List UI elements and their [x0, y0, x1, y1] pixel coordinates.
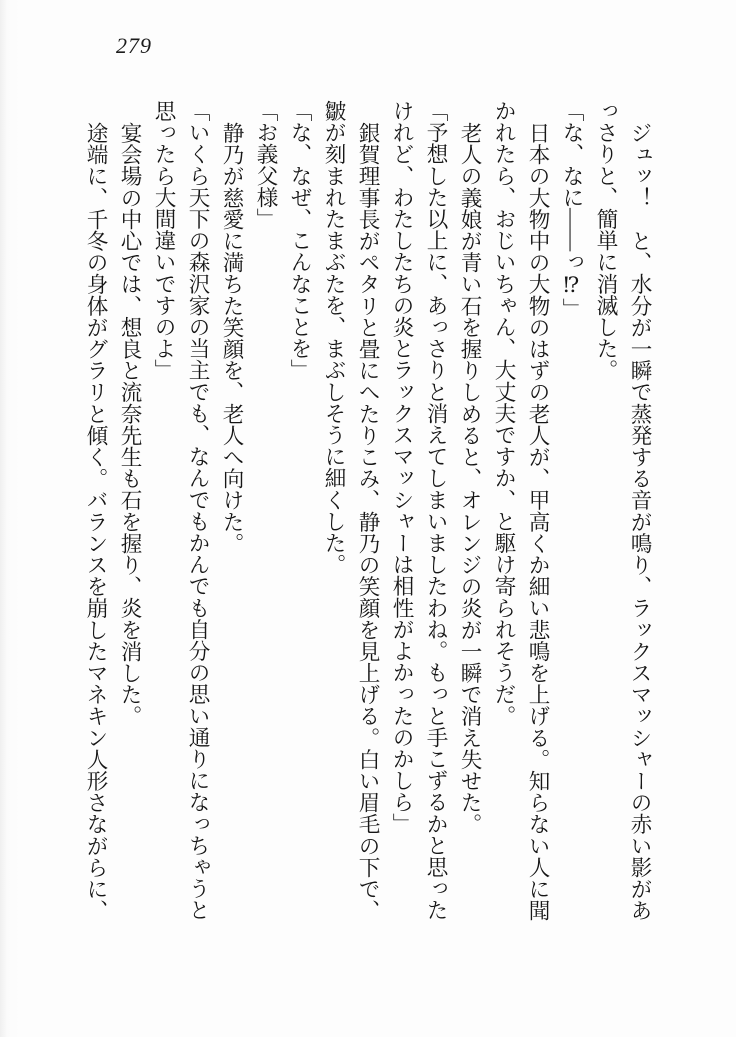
text-column: 「な、なぜ、こんなことを」: [288, 100, 312, 381]
text-column: 老人の義娘が青い石を握りしめると、オレンジの炎が一瞬で消え失せた。: [458, 121, 482, 835]
text-column: っさりと、簡単に消滅した。: [594, 100, 618, 381]
text-column: 銀賀理事長がペタリと畳にへたりこみ、静乃の笑顔を見上げる。白い眉毛の下で、: [356, 121, 380, 921]
text-column: 日本の大物中の大物のはずの老人が、甲高くか細い悲鳴を上げる。知らない人に聞: [526, 121, 550, 921]
text-column: 「な、なに――っ⁉」: [560, 100, 584, 320]
text-column: 途端に、千冬の身体がグラリと傾く。バランスを崩したマネキン人形さながらに、: [84, 121, 108, 921]
text-column: けれど、わたしたちの炎とラックスマッシャーは相性がよかったのかしら」: [390, 100, 414, 835]
text-column: ジュッ！ と、水分が一瞬で蒸発する音が鳴り、ラックスマッシャーの赤い影があ: [628, 121, 652, 921]
vertical-text-block: [79, 100, 657, 922]
text-column: 「お義父様」: [254, 100, 278, 230]
text-column: 「予想した以上に、あっさりと消えてしまいましたわね。もっと手こずるかと思った: [424, 100, 448, 921]
text-column: かれたら、おじいちゃん、大丈夫ですか、と駆け寄られそうだ。: [492, 100, 516, 727]
text-column: 「いくら天下の森沢家の当主でも、なんでもかんでも自分の思い通りになっちゃうと: [186, 100, 210, 921]
text-column: 静乃が慈愛に満ちた笑顔を、老人へ向けた。: [220, 121, 244, 554]
text-column: 宴会場の中心では、想良と流奈先生も石を握り、炎を消した。: [118, 121, 142, 727]
text-column: 皺が刻まれたまぶたを、まぶしそうに細くした。: [322, 100, 346, 576]
page-number: 279: [116, 33, 152, 58]
text-column: 思ったら大間違いですのよ」: [152, 100, 176, 381]
